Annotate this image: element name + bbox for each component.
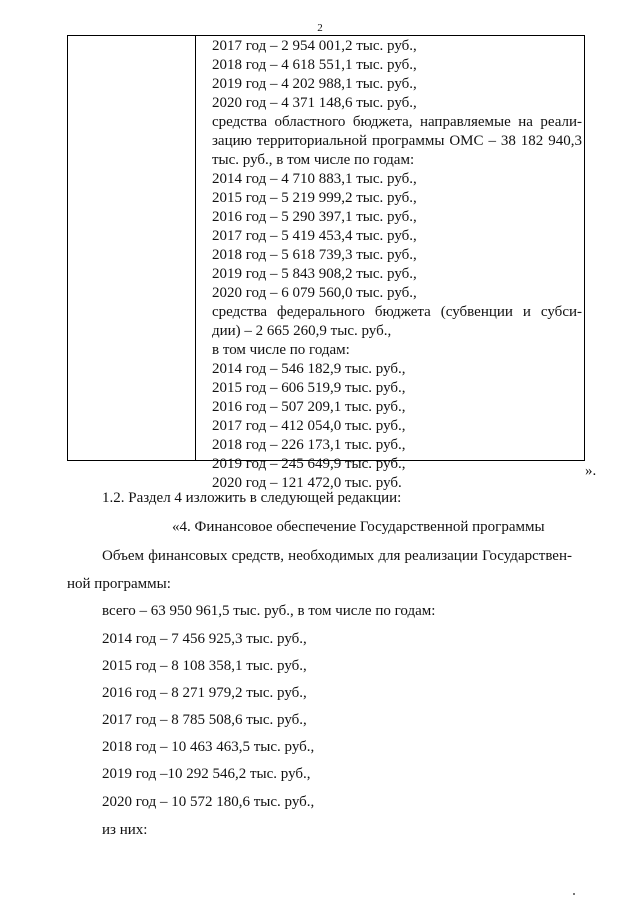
year-line: 2015 год – 8 108 358,1 тыс. руб., bbox=[102, 658, 307, 674]
table-line: в том числе по годам: bbox=[212, 342, 350, 358]
year-line: 2020 год – 10 572 180,6 тыс. руб., bbox=[102, 794, 315, 810]
section-item: 1.2. Раздел 4 изложить в следующей редакции: bbox=[102, 490, 402, 506]
table-line: 2018 год – 5 618 739,3 тыс. руб., bbox=[212, 247, 417, 263]
table-line: 2014 год – 4 710 883,1 тыс. руб., bbox=[212, 171, 417, 187]
table-line: 2020 год – 121 472,0 тыс. руб. bbox=[212, 475, 402, 491]
closing-quote: ». bbox=[585, 463, 597, 479]
table-line: 2019 год – 4 202 988,1 тыс. руб., bbox=[212, 76, 417, 92]
table-line: 2017 год – 2 954 001,2 тыс. руб., bbox=[212, 38, 417, 54]
table-line: 2014 год – 546 182,9 тыс. руб., bbox=[212, 361, 406, 377]
table-line: 2018 год – 226 173,1 тыс. руб., bbox=[212, 437, 406, 453]
year-line: 2018 год – 10 463 463,5 тыс. руб., bbox=[102, 739, 315, 755]
intro-line: Объем финансовых средств, необходимых для реализации Государствен- bbox=[102, 548, 572, 564]
table-line: 2018 год – 4 618 551,1 тыс. руб., bbox=[212, 57, 417, 73]
year-line: 2019 год –10 292 546,2 тыс. руб., bbox=[102, 766, 311, 782]
total-line: всего – 63 950 961,5 тыс. руб., в том числе по годам: bbox=[102, 603, 436, 619]
table-line: 2017 год – 5 419 453,4 тыс. руб., bbox=[212, 228, 417, 244]
table-line: 2020 год – 4 371 148,6 тыс. руб., bbox=[212, 95, 417, 111]
table-line: средства областного бюджета, направляемые на реали- bbox=[212, 114, 582, 130]
table-line: 2015 год – 606 519,9 тыс. руб., bbox=[212, 380, 406, 396]
table-column-divider bbox=[195, 35, 196, 461]
table-line: 2017 год – 412 054,0 тыс. руб., bbox=[212, 418, 406, 434]
table-line: 2019 год – 245 649,9 тыс. руб., bbox=[212, 456, 406, 472]
of-them-line: из них: bbox=[102, 822, 148, 838]
section-heading: «4. Финансовое обеспечение Государственной программы bbox=[172, 519, 545, 535]
page-number: 2 bbox=[317, 22, 323, 34]
table-line: тыс. руб., в том числе по годам: bbox=[212, 152, 415, 168]
table-line: 2015 год – 5 219 999,2 тыс. руб., bbox=[212, 190, 417, 206]
year-line: 2014 год – 7 456 925,3 тыс. руб., bbox=[102, 631, 307, 647]
year-line: 2017 год – 8 785 508,6 тыс. руб., bbox=[102, 712, 307, 728]
table-line: 2016 год – 507 209,1 тыс. руб., bbox=[212, 399, 406, 415]
table-cell-content bbox=[212, 37, 582, 493]
year-line: 2016 год – 8 271 979,2 тыс. руб., bbox=[102, 685, 307, 701]
table-line: дии) – 2 665 260,9 тыс. руб., bbox=[212, 323, 392, 339]
table-line: 2016 год – 5 290 397,1 тыс. руб., bbox=[212, 209, 417, 225]
table-line: средства федерального бюджета (субвенции и субси- bbox=[212, 304, 582, 320]
table-line: 2020 год – 6 079 560,0 тыс. руб., bbox=[212, 285, 417, 301]
scan-mark bbox=[573, 893, 575, 895]
table-line: 2019 год – 5 843 908,2 тыс. руб., bbox=[212, 266, 417, 282]
intro-line: ной программы: bbox=[67, 576, 171, 592]
table-line: зацию территориальной программы ОМС – 38 182 940,3 bbox=[212, 133, 582, 149]
